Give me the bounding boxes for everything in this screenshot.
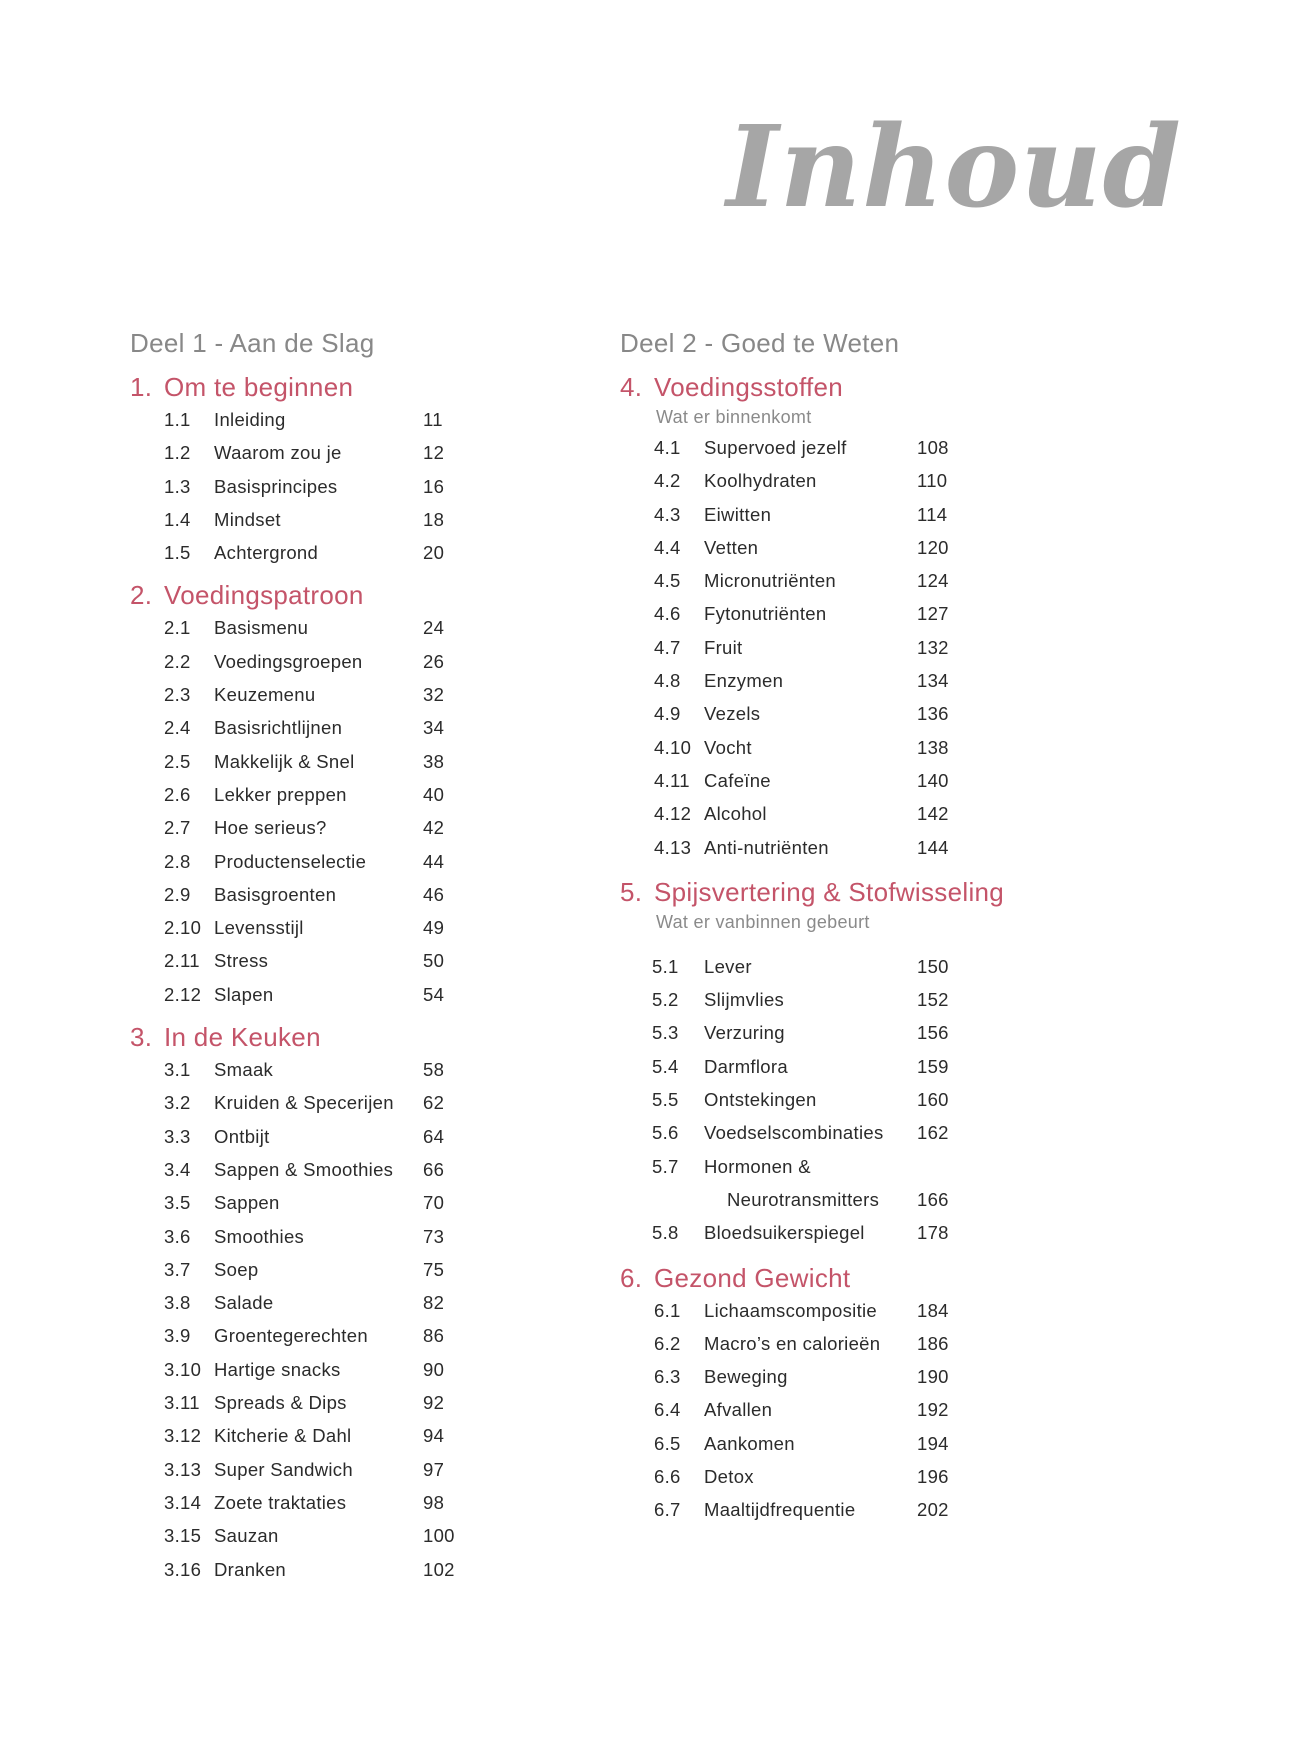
- chapter-heading: 5. Spijsvertering & Stofwisseling: [620, 876, 1005, 907]
- toc-entry: 1.4 Mindset 18: [164, 508, 445, 530]
- toc-entry: 4.12 Alcohol 142: [654, 803, 949, 825]
- part-heading: Deel 2 - Goed te Weten: [620, 328, 900, 358]
- page-title: Inhoud: [726, 102, 1182, 233]
- toc-entry: 2.6 Lekker preppen 40: [164, 783, 445, 805]
- chapter-heading: 4. Voedingsstoffen: [620, 372, 844, 402]
- toc-entry: 5.8 Bloedsuikerspiegel 178: [652, 1222, 949, 1244]
- chapter-heading: 1. Om te beginnen: [130, 372, 354, 402]
- toc-entry: 3.6 Smoothies 73: [164, 1225, 445, 1247]
- toc-entry: 3.13 Super Sandwich 97: [164, 1458, 445, 1480]
- toc-entry-continuation: Neurotransmitters 166: [727, 1188, 949, 1210]
- toc-entry: 4.2 Koolhydraten 110: [654, 470, 948, 492]
- part-heading: Deel 1 - Aan de Slag: [130, 328, 375, 358]
- toc-entry: 2.3 Keuzemenu 32: [164, 684, 445, 706]
- toc-entry: 3.11 Spreads & Dips 92: [164, 1392, 445, 1414]
- toc-entry: 3.7 Soep 75: [164, 1258, 445, 1280]
- toc-entry: 5.6 Voedselscombinaties 162: [652, 1122, 949, 1144]
- toc-entry: 1.1 Inleiding 11: [164, 409, 443, 430]
- toc-entry: 4.10 Vocht 138: [654, 736, 949, 758]
- toc-entry: 5.7 Hormonen &: [652, 1155, 811, 1177]
- toc-entry: 1.5 Achtergrond 20: [164, 542, 445, 564]
- toc-entry: 5.4 Darmflora 159: [652, 1055, 949, 1077]
- toc-entry: 3.14 Zoete traktaties 98: [164, 1491, 445, 1513]
- toc-entry: 4.1 Supervoed jezelf 108: [654, 437, 949, 458]
- toc-entry: 2.1 Basismenu 24: [164, 617, 445, 639]
- toc-entry: 3.10 Hartige snacks 90: [164, 1358, 445, 1380]
- toc-entry: 2.12 Slapen 54: [164, 983, 445, 1005]
- chapter-heading: 3. In de Keuken: [130, 1022, 321, 1053]
- toc-entry: 6.1 Lichaamscompositie 184: [654, 1299, 949, 1321]
- toc-entry: 3.5 Sappen 70: [164, 1192, 445, 1214]
- chapter-subtitle: Wat er vanbinnen gebeurt: [656, 911, 870, 932]
- toc-entry: 6.2 Macro’s en calorieën 186: [654, 1332, 949, 1354]
- chapter-subtitle: Wat er binnenkomt: [656, 407, 812, 427]
- toc-entry: 4.13 Anti-nutriënten 144: [654, 836, 949, 858]
- toc-entry: 3.1 Smaak 58: [164, 1059, 445, 1081]
- chapter-heading: 6. Gezond Gewicht: [620, 1262, 851, 1293]
- toc-column-part-2: [620, 326, 1080, 1527]
- toc-entry: 3.4 Sappen & Smoothies 66: [164, 1158, 445, 1180]
- toc-entry: 2.8 Productenselectie 44: [164, 850, 445, 872]
- toc-entry: 3.9 Groentegerechten 86: [164, 1325, 445, 1347]
- toc-entry: 4.5 Micronutriënten 124: [654, 570, 949, 592]
- toc-entry: 4.6 Fytonutriënten 127: [654, 603, 949, 625]
- toc-entry: 3.15 Sauzan 100: [164, 1525, 455, 1547]
- toc-entry: 3.3 Ontbijt 64: [164, 1125, 445, 1147]
- toc-entry: 3.8 Salade 82: [164, 1292, 445, 1314]
- toc-entry: 4.3 Eiwitten 114: [654, 503, 948, 525]
- toc-entry: 2.2 Voedingsgroepen 26: [164, 650, 445, 672]
- toc-entry: 4.11 Cafeïne 140: [654, 769, 949, 791]
- toc-entry: 2.9 Basisgroenten 46: [164, 883, 445, 905]
- toc-entry: 5.5 Ontstekingen 160: [652, 1089, 949, 1111]
- toc-entry: 6.7 Maaltijdfrequentie 202: [654, 1499, 949, 1521]
- toc-entry: 6.4 Afvallen 192: [654, 1399, 949, 1421]
- toc-entry: 2.5 Makkelijk & Snel 38: [164, 750, 445, 772]
- toc-entry: 2.11 Stress 50: [164, 950, 445, 972]
- toc-entry: 6.5 Aankomen 194: [654, 1432, 949, 1454]
- toc-entry: 5.2 Slijmvlies 152: [652, 989, 949, 1011]
- toc-entry: 6.3 Beweging 190: [654, 1366, 949, 1388]
- toc-column-part-1: [130, 326, 570, 1586]
- chapter-heading: 2. Voedingspatroon: [130, 580, 364, 611]
- toc-entry: 5.3 Verzuring 156: [652, 1022, 949, 1044]
- toc-entry: 3.16 Dranken 102: [164, 1558, 455, 1580]
- toc-entry: 2.7 Hoe serieus? 42: [164, 817, 445, 839]
- toc-entry: 4.9 Vezels 136: [654, 703, 949, 725]
- toc-entry: 2.10 Levensstijl 49: [164, 917, 445, 939]
- toc-entry: 4.7 Fruit 132: [654, 636, 949, 658]
- toc-entry: 3.12 Kitcherie & Dahl 94: [164, 1425, 445, 1447]
- toc-entry: 5.1 Lever 150: [652, 955, 949, 977]
- toc-entry: 4.4 Vetten 120: [654, 536, 949, 558]
- toc-entry: 2.4 Basisrichtlijnen 34: [164, 717, 445, 739]
- toc-entry: 6.6 Detox 196: [654, 1466, 949, 1488]
- toc-entry: 4.8 Enzymen 134: [654, 670, 949, 692]
- toc-entry: 1.2 Waarom zou je 12: [164, 442, 445, 464]
- toc-entry: 3.2 Kruiden & Specerijen 62: [164, 1092, 445, 1114]
- toc-entry: 1.3 Basisprincipes 16: [164, 475, 445, 497]
